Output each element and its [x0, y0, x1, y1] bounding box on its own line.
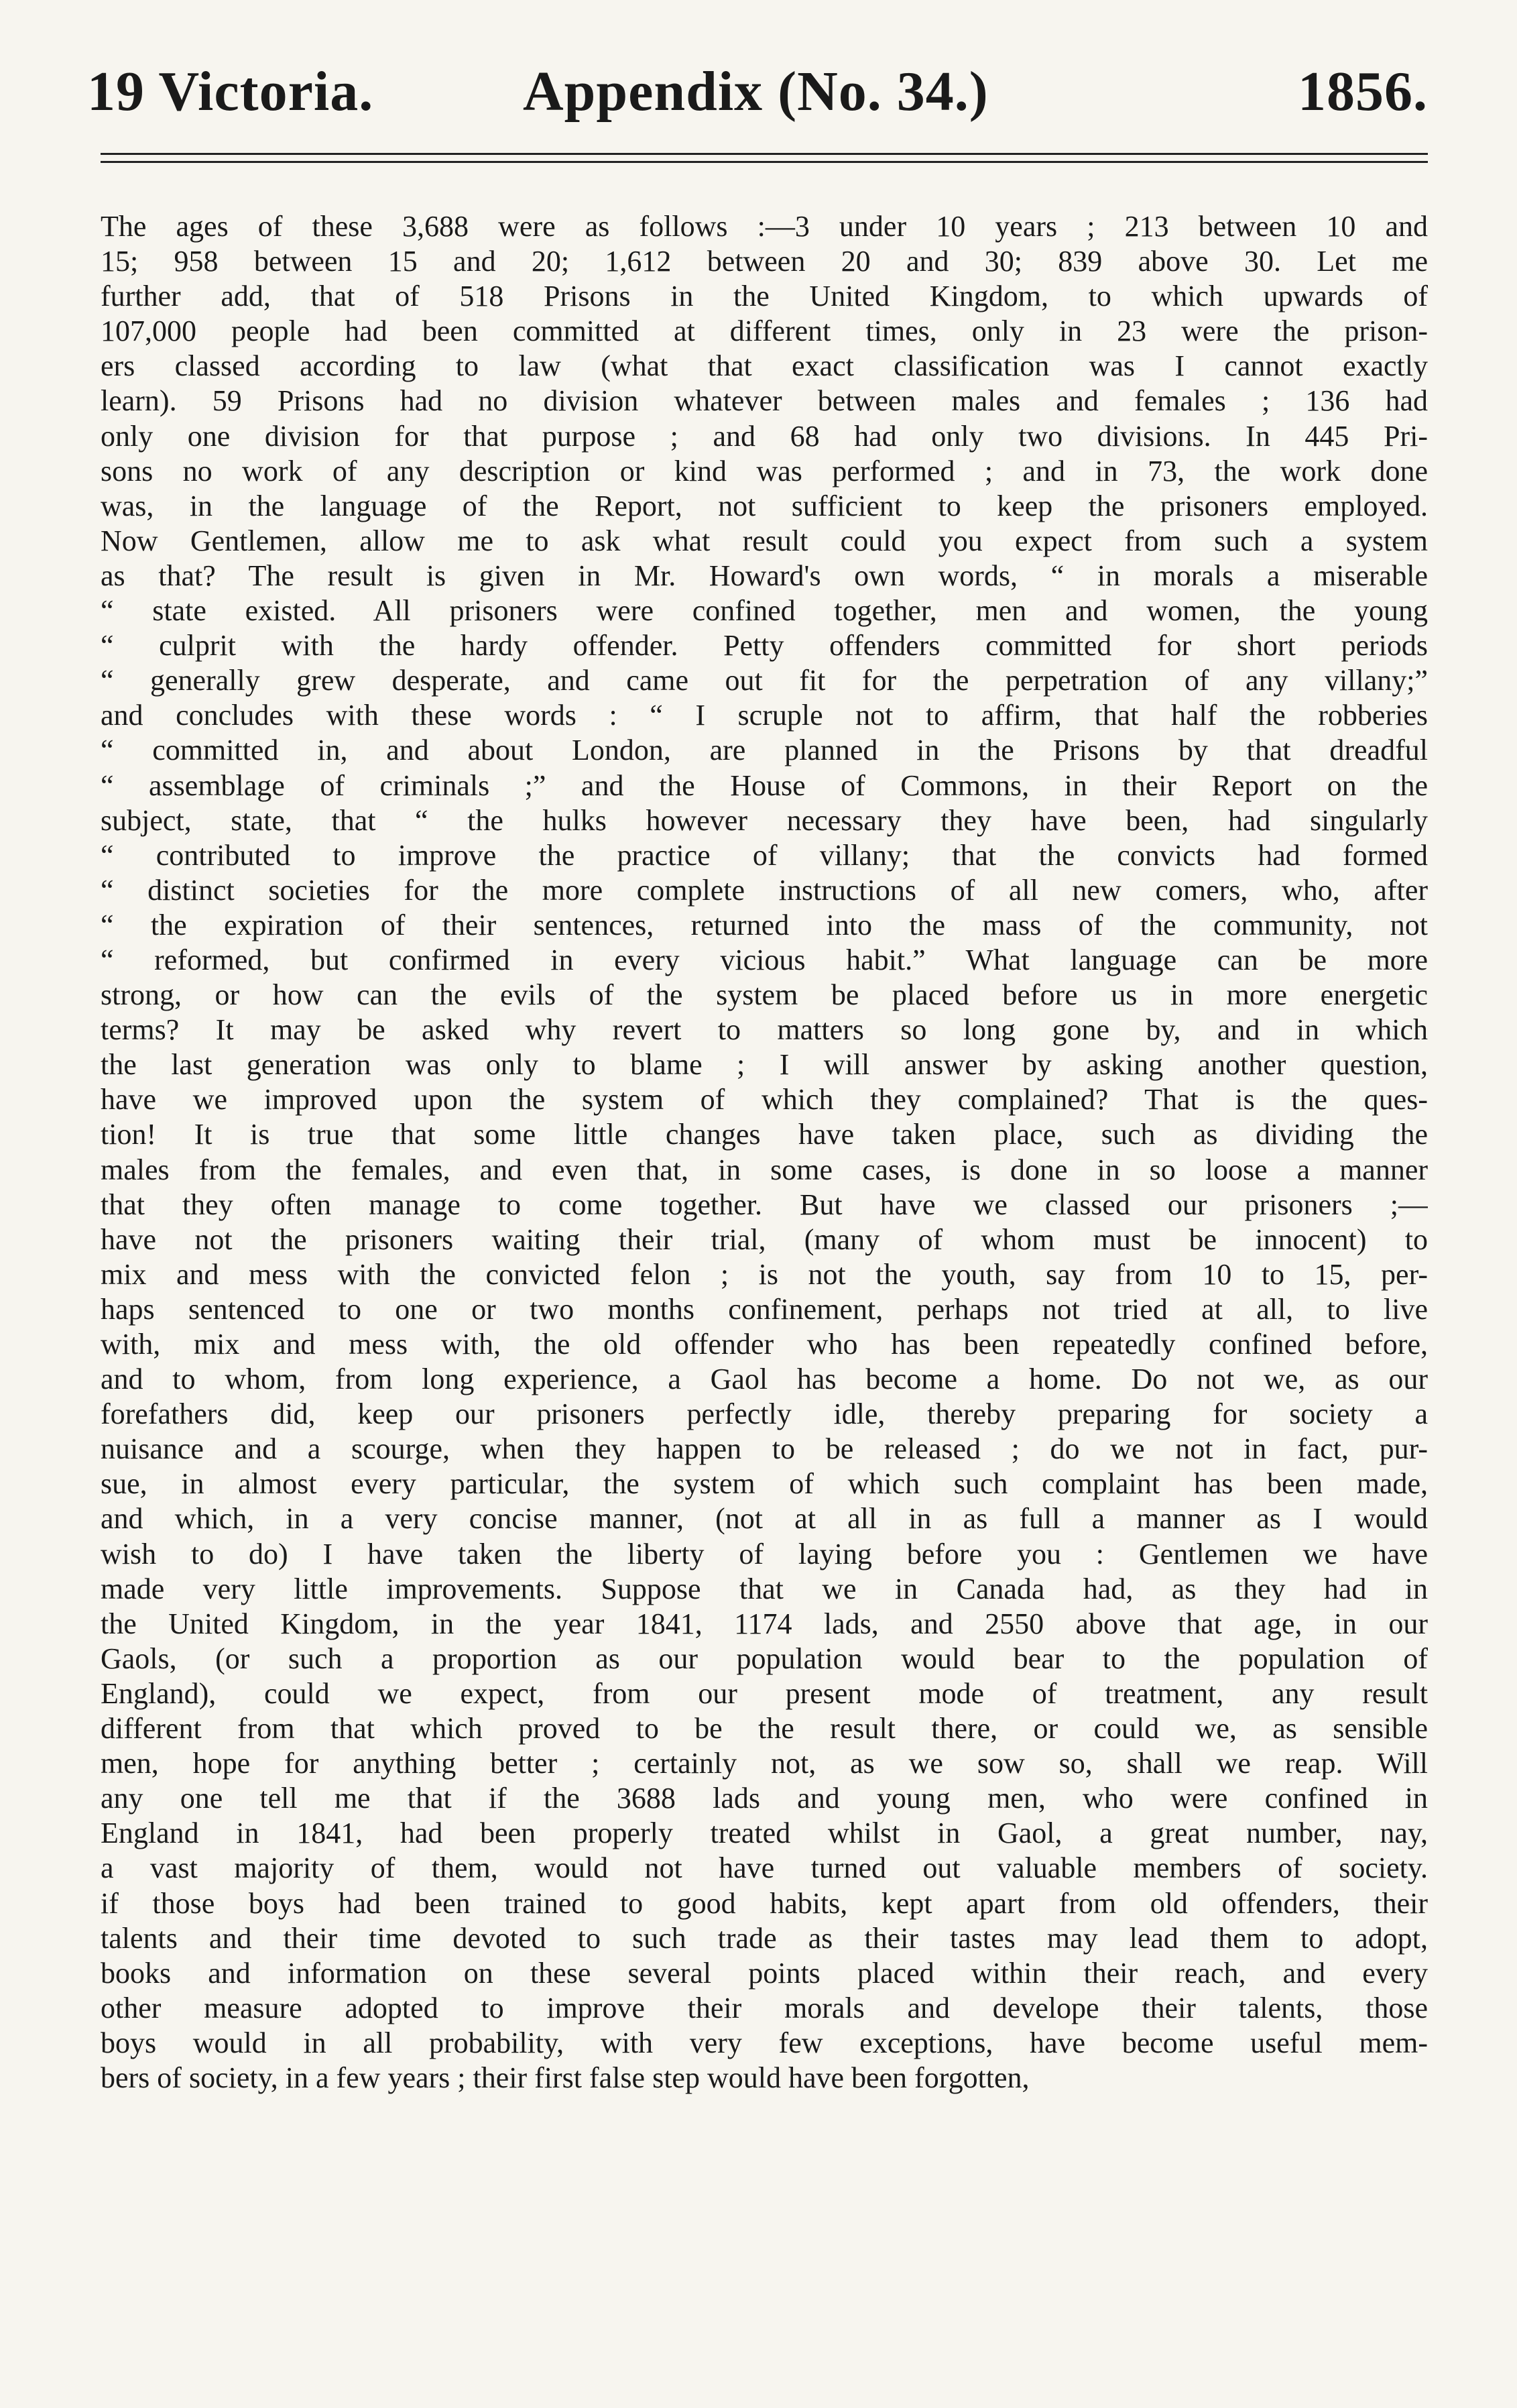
text-line: and to whom, from long experience, a Gaol has become a home. Do not we, as our [101, 1363, 1428, 1396]
text-line: that they often manage to come together. But have we classed our prisoners ;— [101, 1188, 1428, 1221]
header-rule-top [101, 153, 1428, 155]
text-line: further add, that of 518 Prisons in the United Kingdom, to which upwards of [101, 280, 1428, 313]
text-line: forefathers did, keep our prisoners perfectly idle, thereby preparing for society a [101, 1397, 1428, 1431]
header-session: 19 Victoria. [87, 60, 374, 123]
text-line: England), could we expect, from our present mode of treatment, any result [101, 1676, 1428, 1710]
text-line: “ state existed. All prisoners were confined together, men and women, the young [101, 594, 1428, 628]
text-line: “ the expiration of their sentences, returned into the mass of the community, not [101, 908, 1428, 941]
text-line: tion! It is true that some little changes have taken place, such as dividing the [101, 1118, 1428, 1151]
text-line: “ generally grew desperate, and came out fit for the perpetration of any villany;” [101, 664, 1428, 697]
text-line: any one tell me that if the 3688 lads and young men, who were confined in [101, 1782, 1428, 1815]
text-line: and which, in a very concise manner, (not at all in as full a manner as I would [101, 1502, 1428, 1536]
text-line: have we improved upon the system of which they complained? That is the ques- [101, 1083, 1428, 1116]
text-line: have not the prisoners waiting their trial, (many of whom must be innocent) to [101, 1222, 1428, 1256]
text-line: different from that which proved to be the result there, or could we, as sensible [101, 1712, 1428, 1745]
text-line: haps sentenced to one or two months confinement, perhaps not tried at all, to live [101, 1292, 1428, 1326]
text-line: Now Gentlemen, allow me to ask what result could you expect from such a system [101, 524, 1428, 557]
body-text [101, 209, 1428, 2096]
text-line: other measure adopted to improve their morals and develope their talents, those [101, 1991, 1428, 2024]
text-line: “ contributed to improve the practice of villany; that the convicts had formed [101, 838, 1428, 872]
text-line: books and information on these several points placed within their reach, and every [101, 1956, 1428, 1990]
text-line: “ assemblage of criminals ;” and the House of Commons, in their Report on the [101, 768, 1428, 802]
text-line: mix and mess with the convicted felon ; is not the youth, say from 10 to 15, per- [101, 1257, 1428, 1291]
text-line: only one division for that purpose ; and 68 had only two divisions. In 445 Pri- [101, 419, 1428, 453]
text-line: “ committed in, and about London, are planned in the Prisons by that dreadful [101, 734, 1428, 767]
header-rule-bottom [101, 161, 1428, 163]
text-line: talents and their time devoted to such trade as their tastes may lead them to adopt, [101, 1921, 1428, 1955]
text-line: was, in the language of the Report, not sufficient to keep the prisoners employed. [101, 489, 1428, 522]
text-line: wish to do) I have taken the liberty of laying before you : Gentlemen we have [101, 1537, 1428, 1570]
text-line: sue, in almost every particular, the system of which such complaint has been made, [101, 1467, 1428, 1501]
text-line: subject, state, that “ the hulks however necessary they have been, had singularly [101, 803, 1428, 837]
text-line: “ reformed, but confirmed in every vicious habit.” What language can be more [101, 943, 1428, 976]
header-year: 1856. [1298, 60, 1428, 123]
text-line: learn). 59 Prisons had no division whatever between males and females ; 136 had [101, 384, 1428, 418]
text-line: bers of society, in a few years ; their first false step would have been forgotten, [101, 2061, 1030, 2094]
text-line: terms? It may be asked why revert to matters so long gone by, and in which [101, 1013, 1428, 1047]
text-line: with, mix and mess with, the old offender who has been repeatedly confined before, [101, 1328, 1428, 1361]
text-line: and concludes with these words : “ I scruple not to affirm, that half the robberies [101, 699, 1428, 732]
text-line: the United Kingdom, in the year 1841, 1174 lads, and 2550 above that age, in our [101, 1607, 1428, 1640]
page-header [87, 59, 1428, 139]
text-line: if those boys had been trained to good habits, kept apart from old offenders, their [101, 1886, 1428, 1920]
text-line: England in 1841, had been properly treated whilst in Gaol, a great number, nay, [101, 1817, 1428, 1850]
text-line: strong, or how can the evils of the system be placed before us in more energetic [101, 978, 1428, 1012]
text-line: the last generation was only to blame ; I will answer by asking another question, [101, 1048, 1428, 1082]
text-line: made very little improvements. Suppose that we in Canada had, as they had in [101, 1572, 1428, 1605]
text-line: 107,000 people had been committed at different times, only in 23 were the prison- [101, 314, 1428, 348]
text-line: nuisance and a scourge, when they happen to be released ; do we not in fact, pur- [101, 1432, 1428, 1466]
text-line: men, hope for anything better ; certainly not, as we sow so, shall we reap. Will [101, 1747, 1428, 1780]
text-line: Gaols, (or such a proportion as our population would bear to the population of [101, 1642, 1428, 1675]
text-line: “ distinct societies for the more complete instructions of all new comers, who, after [101, 873, 1428, 907]
text-line: boys would in all probability, with very few exceptions, have become useful mem- [101, 2026, 1428, 2059]
text-line: “ culprit with the hardy offender. Petty offenders committed for short periods [101, 629, 1428, 663]
text-line: ers classed according to law (what that exact classification was I cannot exactly [101, 349, 1428, 383]
text-line: sons no work of any description or kind was performed ; and in 73, the work done [101, 454, 1428, 488]
text-line: a vast majority of them, would not have turned out valuable members of society. [101, 1851, 1428, 1885]
text-line: 15; 958 between 15 and 20; 1,612 between 20 and 30; 839 above 30. Let me [101, 245, 1428, 278]
header-appendix: Appendix (No. 34.) [523, 60, 989, 123]
text-line: The ages of these 3,688 were as follows :—3 under 10 years ; 213 between 10 and [101, 210, 1428, 243]
text-line: males from the females, and even that, in some cases, is done in so loose a manner [101, 1153, 1428, 1186]
text-line: as that? The result is given in Mr. Howard's own words, “ in morals a miserable [101, 559, 1428, 592]
